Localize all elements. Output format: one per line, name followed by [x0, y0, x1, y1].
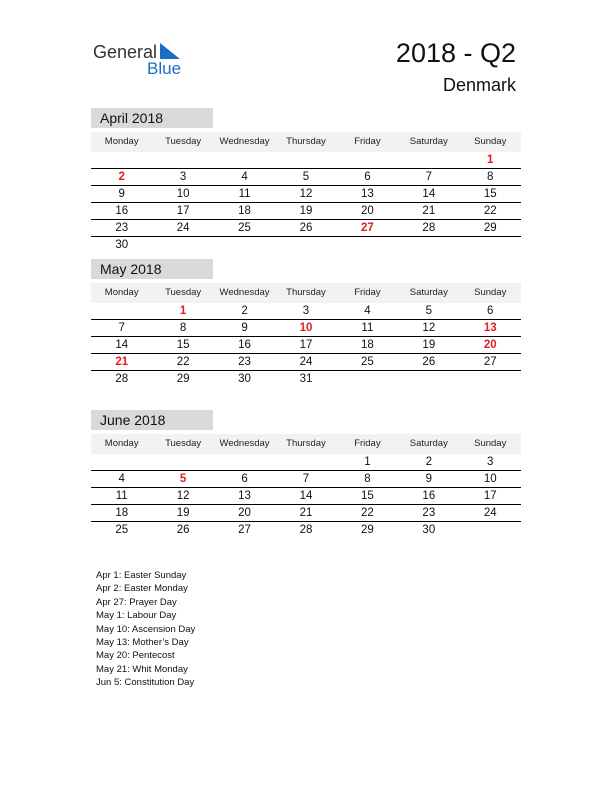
day-cell: 4: [364, 305, 371, 317]
day-cell: 21: [115, 356, 129, 368]
empty-day-cell: [152, 454, 213, 470]
day-cell: 23: [115, 222, 129, 234]
day-cell: 10: [176, 188, 190, 200]
holiday-item: May 20: Pentecost: [96, 650, 175, 662]
holiday-list: [96, 569, 195, 690]
day-cell: 6: [487, 305, 494, 317]
empty-day-cell: [337, 152, 398, 168]
day-cell: 26: [176, 524, 190, 536]
day-cell: 4: [241, 171, 248, 183]
empty-day-cell: [460, 237, 521, 253]
weekday-label: Monday: [104, 287, 139, 298]
weekday-label: Thursday: [286, 287, 326, 298]
week-row: [91, 505, 521, 522]
logo-text-blue: Blue: [147, 59, 182, 78]
day-cell: 11: [361, 322, 374, 334]
day-cell: 17: [483, 490, 497, 502]
day-cell: 15: [176, 339, 190, 351]
empty-day-cell: [214, 237, 275, 253]
day-cell: 11: [238, 188, 251, 200]
empty-day-cell: [152, 237, 213, 253]
day-cell: 15: [361, 490, 374, 502]
day-cell: 22: [483, 205, 497, 217]
week-row: [91, 303, 521, 320]
day-cell: 26: [422, 356, 436, 368]
day-cell: 6: [241, 473, 248, 485]
day-cell: 3: [302, 305, 310, 317]
weekday-label: Saturday: [409, 136, 448, 147]
day-cell: 28: [115, 373, 129, 385]
day-cell: 14: [299, 490, 313, 502]
day-cell: 30: [115, 239, 129, 251]
month-title: May 2018: [91, 259, 213, 279]
month-title: June 2018: [91, 410, 213, 430]
day-cell: 30: [422, 524, 436, 536]
day-cell: 27: [361, 222, 374, 234]
day-cell: 25: [238, 222, 251, 234]
day-cell: 7: [302, 473, 310, 485]
holiday-item: Apr 1: Easter Sunday: [96, 570, 187, 581]
week-row: [91, 454, 521, 471]
day-cell: 22: [361, 507, 374, 519]
week-row: [91, 152, 521, 169]
day-cell: 20: [238, 507, 251, 519]
day-cell: 27: [483, 356, 497, 368]
weekday-label: Wednesday: [219, 136, 270, 147]
day-cell: 22: [176, 356, 190, 368]
weekday-label: Sunday: [474, 136, 507, 147]
day-cell: 15: [483, 188, 497, 200]
day-cell: 29: [176, 373, 190, 385]
day-cell: 13: [238, 490, 251, 502]
week-row: [91, 203, 521, 220]
empty-day-cell: [214, 454, 275, 470]
empty-day-cell: [398, 371, 459, 387]
empty-day-cell: [275, 237, 336, 253]
empty-day-cell: [337, 237, 398, 253]
day-cell: 16: [238, 339, 251, 351]
empty-day-cell: [460, 371, 521, 387]
day-cell: 9: [425, 473, 433, 485]
weekday-label: Wednesday: [219, 438, 270, 449]
week-row: [91, 337, 521, 354]
day-cell: 13: [483, 322, 497, 334]
day-cell: 20: [483, 339, 497, 351]
day-cell: 1: [179, 305, 187, 317]
week-row: [91, 320, 521, 337]
day-cell: 19: [422, 339, 436, 351]
day-cell: 10: [483, 473, 497, 485]
day-cell: 28: [299, 524, 313, 536]
week-row: [91, 354, 521, 371]
empty-day-cell: [91, 303, 152, 319]
empty-day-cell: [91, 454, 152, 470]
day-cell: 24: [299, 356, 313, 368]
weekday-label: Sunday: [474, 287, 507, 298]
empty-day-cell: [275, 454, 336, 470]
day-cell: 8: [364, 473, 371, 485]
day-cell: 6: [364, 171, 371, 183]
holiday-item: Apr 27: Prayer Day: [96, 596, 177, 608]
weekday-label: Friday: [354, 438, 381, 449]
logo: [93, 40, 193, 80]
weekday-label: Friday: [354, 287, 381, 298]
weekday-label: Tuesday: [165, 438, 202, 449]
week-row: [91, 522, 521, 538]
day-cell: 24: [483, 507, 497, 519]
day-cell: 9: [241, 322, 248, 334]
day-cell: 9: [118, 188, 125, 200]
day-cell: 2: [241, 305, 248, 317]
day-cell: 12: [422, 322, 436, 334]
weekday-label: Saturday: [409, 287, 448, 298]
month-block: [91, 259, 521, 387]
day-cell: 1: [487, 154, 494, 166]
day-cell: 8: [179, 322, 187, 334]
day-cell: 1: [364, 456, 371, 468]
day-cell: 2: [425, 456, 433, 468]
weekday-label: Tuesday: [165, 136, 202, 147]
holiday-item: Jun 5: Constitution Day: [96, 677, 195, 689]
empty-day-cell: [214, 152, 275, 168]
day-cell: 25: [115, 524, 129, 536]
month-block: [91, 108, 521, 253]
day-cell: 23: [238, 356, 251, 368]
day-cell: 14: [422, 188, 436, 200]
day-cell: 16: [115, 205, 129, 217]
week-row: [91, 169, 521, 186]
day-cell: 30: [238, 373, 251, 385]
empty-day-cell: [152, 152, 213, 168]
day-cell: 4: [118, 473, 125, 485]
weekday-label: Thursday: [286, 438, 326, 449]
flag-icon: [160, 43, 182, 59]
holiday-item: May 1: Labour Day: [96, 610, 177, 622]
day-cell: 12: [176, 490, 190, 502]
day-cell: 17: [176, 205, 190, 217]
day-cell: 12: [299, 188, 313, 200]
weekday-header-row: [91, 434, 521, 454]
day-cell: 20: [361, 205, 374, 217]
day-cell: 18: [238, 205, 251, 217]
page-title: 2018 - Q2: [395, 38, 516, 68]
country-name: Denmark: [442, 75, 516, 95]
day-cell: 19: [299, 205, 313, 217]
day-cell: 25: [361, 356, 374, 368]
holiday-item: May 13: Mother’s Day: [96, 637, 189, 649]
week-row: [91, 186, 521, 203]
week-row: [91, 471, 521, 488]
empty-day-cell: [91, 152, 152, 168]
day-cell: 3: [487, 456, 494, 468]
weekday-label: Thursday: [286, 136, 326, 147]
empty-day-cell: [337, 371, 398, 387]
day-cell: 31: [299, 373, 313, 385]
weekday-header-row: [91, 132, 521, 152]
week-row: [91, 371, 521, 387]
holiday-item: May 21: Whit Monday: [96, 663, 188, 675]
day-cell: 8: [487, 171, 494, 183]
weekday-label: Sunday: [474, 438, 507, 449]
week-row: [91, 237, 521, 253]
day-cell: 7: [118, 322, 125, 334]
day-cell: 27: [238, 524, 251, 536]
weekday-header-row: [91, 283, 521, 303]
day-cell: 18: [361, 339, 374, 351]
day-cell: 18: [115, 507, 129, 519]
week-row: [91, 488, 521, 505]
day-cell: 23: [422, 507, 436, 519]
day-cell: 5: [302, 171, 310, 183]
empty-day-cell: [460, 522, 521, 538]
day-cell: 19: [176, 507, 190, 519]
day-cell: 29: [483, 222, 497, 234]
month-title: April 2018: [91, 108, 213, 128]
day-cell: 29: [361, 524, 374, 536]
empty-day-cell: [398, 237, 459, 253]
weekday-label: Tuesday: [165, 287, 202, 298]
day-cell: 24: [176, 222, 190, 234]
day-cell: 17: [299, 339, 313, 351]
day-cell: 21: [299, 507, 313, 519]
empty-day-cell: [275, 152, 336, 168]
logo-text-general: General: [93, 42, 158, 62]
day-cell: 16: [422, 490, 436, 502]
day-cell: 5: [425, 305, 433, 317]
day-cell: 28: [422, 222, 436, 234]
day-cell: 14: [115, 339, 129, 351]
week-row: [91, 220, 521, 237]
holiday-item: Apr 2: Easter Monday: [96, 583, 188, 595]
day-cell: 11: [115, 490, 128, 502]
weekday-label: Saturday: [409, 438, 448, 449]
day-cell: 7: [425, 171, 433, 183]
empty-day-cell: [398, 152, 459, 168]
weekday-label: Monday: [104, 136, 139, 147]
day-cell: 26: [299, 222, 313, 234]
day-cell: 10: [299, 322, 313, 334]
weekday-label: Wednesday: [219, 287, 270, 298]
day-cell: 5: [179, 473, 187, 485]
weekday-label: Monday: [104, 438, 139, 449]
day-cell: 2: [118, 171, 125, 183]
day-cell: 21: [422, 205, 436, 217]
day-cell: 13: [361, 188, 374, 200]
weekday-label: Friday: [354, 136, 381, 147]
day-cell: 3: [179, 171, 187, 183]
holiday-item: May 10: Ascension Day: [96, 623, 196, 635]
month-block: [91, 410, 521, 538]
